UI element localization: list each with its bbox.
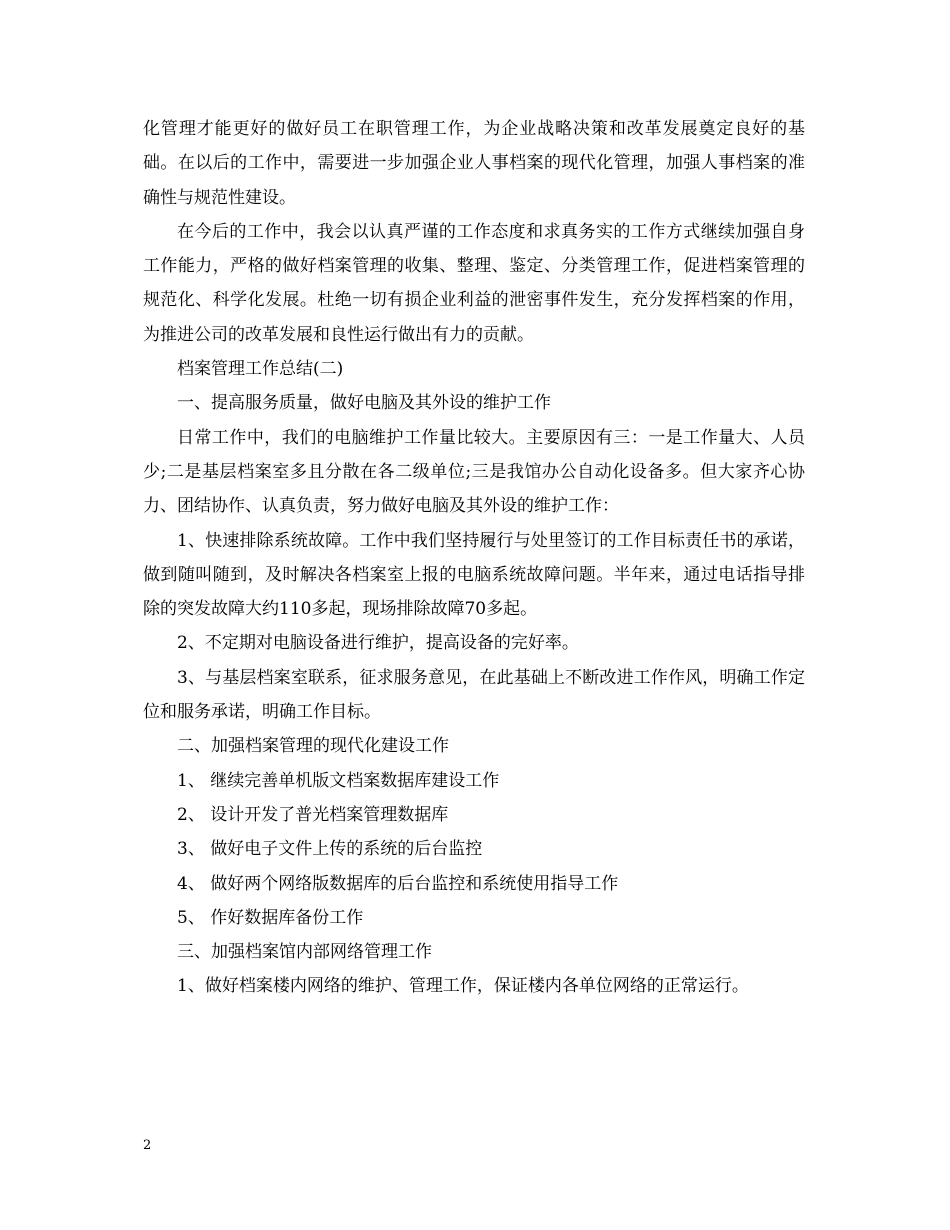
list-item: 2、 设计开发了普光档案管理数据库	[177, 804, 449, 825]
paragraph: 在今后的工作中，我会以认真严谨的工作态度和求真务实的工作方式继续加强自身工作能力，严格的做好档案管理的收集、整理、鉴定、分类管理工作，促进档案管理的规范化、科学化发展。杜绝一切有损企业利益的泄密事件发生，充分发挥档案的作用，为推进公司的改革发展和良性运行做出有力的贡献。	[143, 221, 805, 345]
list-item: 5、 作好数据库备份工作	[177, 907, 364, 928]
paragraph: 3、与基层档案室联系，征求服务意见，在此基础上不断改进工作作风，明确工作定位和服务承诺，明确工作目标。	[143, 667, 805, 723]
page-number: 2	[143, 1138, 152, 1153]
list-item: 3、 做好电子文件上传的系统的后台监控	[177, 839, 483, 860]
paragraph: 1、做好档案楼内网络的维护、管理工作，保证楼内各单位网络的正常运行。	[177, 976, 749, 997]
body-text	[143, 112, 805, 1004]
list-item: 4、 做好两个网络版数据库的后台监控和系统使用指导工作	[177, 873, 619, 894]
paragraph: 1、快速排除系统故障。工作中我们坚持履行与处里签订的工作目标责任书的承诺，做到随叫随到，及时解决各档案室上报的电脑系统故障问题。半年来，通过电话指导排除的突发故障大约110多起，现场排除故障70多起。	[143, 530, 805, 620]
section-heading: 二、加强档案管理的现代化建设工作	[177, 736, 449, 757]
section-heading: 三、加强档案馆内部网络管理工作	[177, 942, 432, 963]
section-heading: 一、提高服务质量，做好电脑及其外设的维护工作	[177, 393, 551, 414]
list-item: 1、 继续完善单机版文档案数据库建设工作	[177, 770, 500, 791]
paragraph: 2、不定期对电脑设备进行维护，提高设备的完好率。	[177, 633, 579, 654]
section-heading: 档案管理工作总结(二)	[177, 359, 344, 380]
paragraph: 日常工作中，我们的电脑维护工作量比较大。主要原因有三：一是工作量大、人员少;二是基层档案室多且分散在各二级单位;三是我馆办公自动化设备多。但大家齐心协力、团结协作、认真负责，努力做好电脑及其外设的维护工作：	[143, 427, 805, 517]
paragraph: 化管理才能更好的做好员工在职管理工作，为企业战略决策和改革发展奠定良好的基础。在以后的工作中，需要进一步加强企业人事档案的现代化管理，加强人事档案的准确性与规范性建设。	[143, 119, 805, 208]
